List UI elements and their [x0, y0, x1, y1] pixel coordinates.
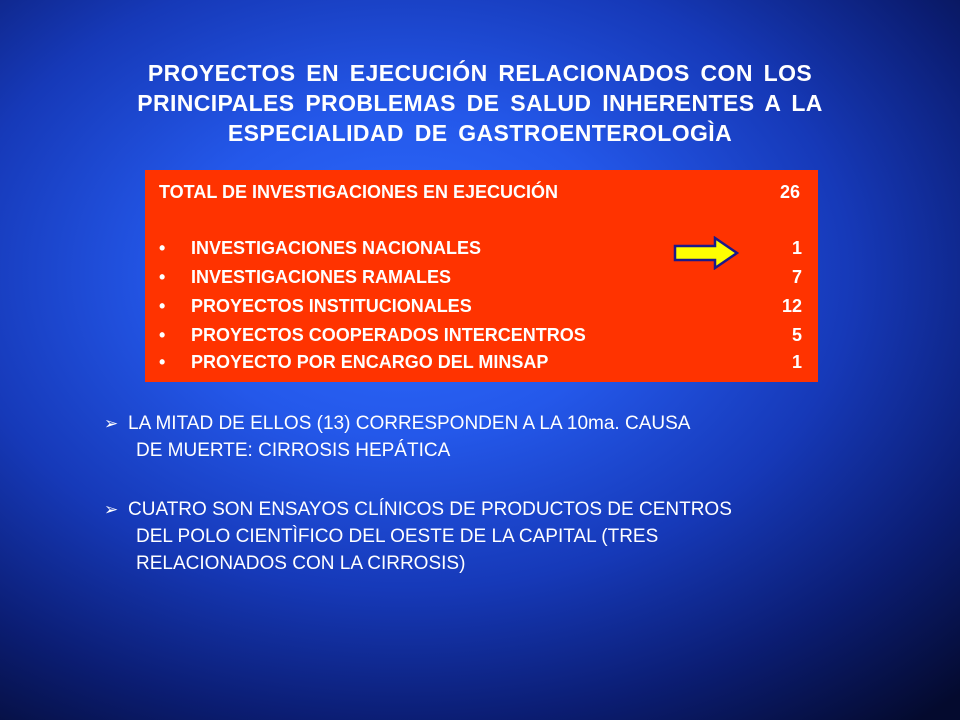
- item-label: INVESTIGACIONES NACIONALES: [191, 238, 482, 258]
- note-line: RELACIONADOS CON LA CIRROSIS): [136, 553, 466, 574]
- item-label: PROYECTOS COOPERADOS INTERCENTROS: [191, 325, 586, 345]
- slide-title: [40, 58, 920, 148]
- title-line: PRINCIPALES PROBLEMAS DE SALUD INHERENTES A LA: [137, 90, 823, 116]
- right-arrow-icon: [673, 236, 739, 270]
- list-item: [145, 350, 818, 374]
- total-value: 26: [779, 182, 800, 202]
- item-label: PROYECTO POR ENCARGO DEL MINSAP: [191, 352, 549, 372]
- item-label: PROYECTOS INSTITUCIONALES: [191, 296, 472, 316]
- bullet: •: [159, 267, 166, 287]
- arrow-bullet-icon: ➢: [104, 414, 119, 433]
- total-label: TOTAL DE INVESTIGACIONES EN EJECUCIÓN: [159, 182, 559, 202]
- item-value: 7: [791, 267, 802, 287]
- note-line: DE MUERTE: CIRROSIS HEPÁTICA: [136, 440, 451, 461]
- list-item: [145, 294, 818, 318]
- list-item: [145, 323, 818, 347]
- item-value: 5: [791, 325, 802, 345]
- bullet: •: [159, 352, 166, 372]
- item-value: 1: [791, 352, 802, 372]
- item-value: 1: [791, 238, 802, 258]
- note-line: LA MITAD DE ELLOS (13) CORRESPONDEN A LA 10ma. CAUSA: [128, 413, 691, 434]
- note-item: [104, 496, 924, 577]
- bullet: •: [159, 238, 166, 258]
- arrow-bullet-icon: ➢: [104, 500, 119, 519]
- total-row: [145, 180, 818, 204]
- title-line: PROYECTOS EN EJECUCIÓN RELACIONADOS CON LOS: [147, 60, 813, 86]
- note-line: DEL POLO CIENTÌFICO DEL OESTE DE LA CAPITAL (TRES: [136, 526, 659, 547]
- bullet: •: [159, 296, 166, 316]
- summary-box: [145, 170, 818, 382]
- item-label: INVESTIGACIONES RAMALES: [191, 267, 452, 287]
- note-item: [104, 410, 924, 464]
- item-value: 12: [781, 296, 802, 316]
- title-line: ESPECIALIDAD DE GASTROENTEROLOGÌA: [227, 120, 733, 146]
- note-line: CUATRO SON ENSAYOS CLÍNICOS DE PRODUCTOS DE CENTROS: [128, 499, 732, 520]
- bullet: •: [159, 325, 166, 345]
